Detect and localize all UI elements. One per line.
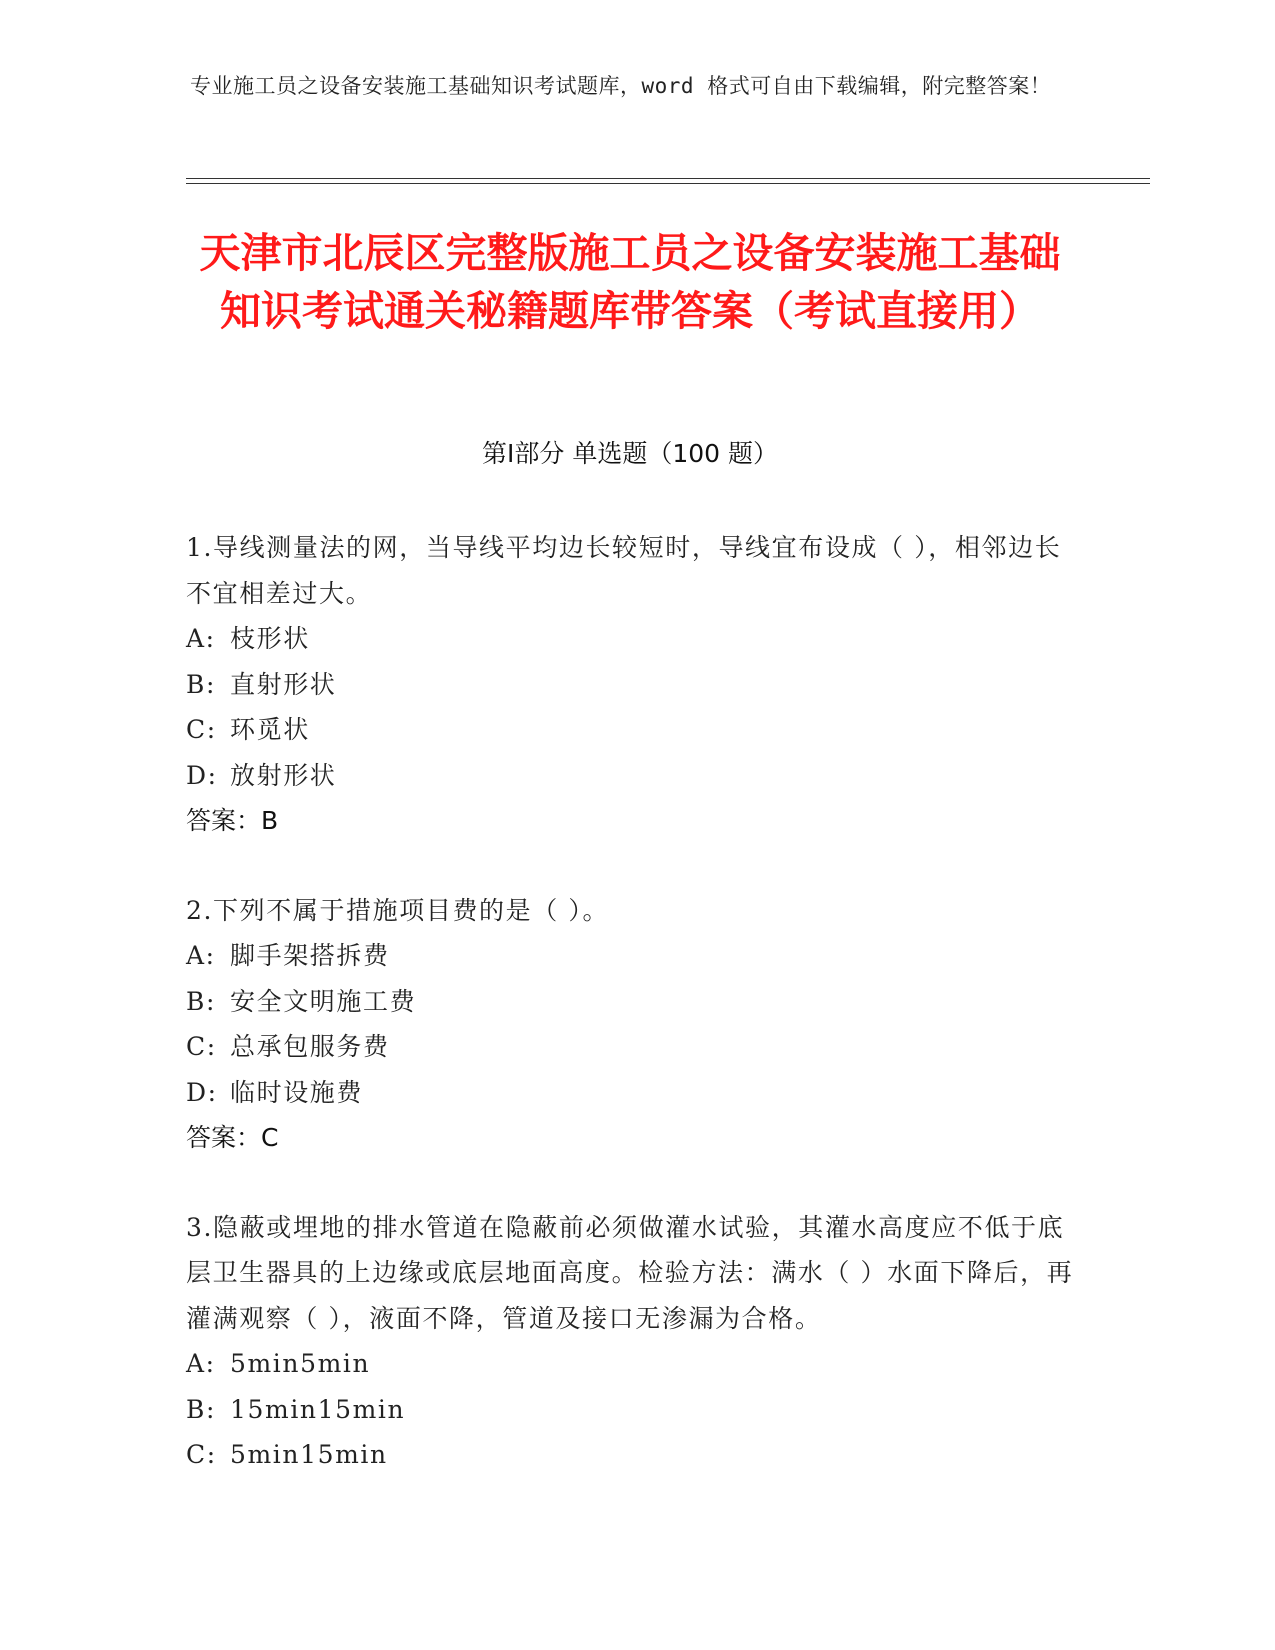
option-letter: D: <box>186 1077 218 1107</box>
question-list <box>186 525 1086 1522</box>
option-b <box>186 1387 1086 1433</box>
option-text: 总承包服务费 <box>230 1032 390 1061</box>
option-letter: A: <box>186 941 216 970</box>
answer-line: 答案：C <box>186 1123 279 1152</box>
header-note: 专业施工员之设备安装施工基础知识考试题库，word 格式可自由下载编辑，附完整答案！ <box>190 74 1052 98</box>
option-text: 放射形状 <box>230 760 337 790</box>
option-text: 15min15min <box>230 1394 406 1424</box>
section-title: 第Ⅰ部分 单选题（100 题） <box>482 439 778 468</box>
option-c <box>186 1024 1086 1070</box>
question-1 <box>186 525 1086 844</box>
option-letter: D: <box>186 760 218 790</box>
option-text: 枝形状 <box>230 624 310 653</box>
option-c <box>186 1432 1086 1478</box>
option-c <box>186 707 1086 753</box>
option-text: 安全文明施工费 <box>230 986 417 1016</box>
option-d <box>186 1070 1086 1116</box>
option-b <box>186 662 1086 708</box>
option-text: 脚手架搭拆费 <box>230 941 390 970</box>
question-text: 3.隐蔽或埋地的排水管道在隐蔽前必须做灌水试验，其灌水高度应不低于底层卫生器具的上边缘或底层地面高度。检验方法：满水（ ）水面下降后，再灌满观察（ ），液面不降，管道及接口无渗漏为合格。 <box>186 1212 1074 1333</box>
header-divider-bottom <box>186 183 1150 184</box>
option-a <box>186 616 1086 662</box>
option-a <box>186 933 1086 979</box>
question-text: 2.下列不属于措施项目费的是（ ）。 <box>186 895 610 925</box>
option-text: 环觅状 <box>230 715 310 744</box>
header-divider-top <box>186 178 1150 179</box>
document-title: 天津市北辰区完整版施工员之设备安装施工基础知识考试通关秘籍题库带答案（考试直接用） <box>199 229 1061 335</box>
option-text: 临时设施费 <box>230 1077 364 1107</box>
option-letter: B: <box>186 1394 216 1424</box>
option-text: 直射形状 <box>230 669 337 699</box>
answer-line: 答案：B <box>186 806 279 835</box>
option-letter: A: <box>186 624 216 653</box>
option-a <box>186 1341 1086 1387</box>
question-2 <box>186 888 1086 1161</box>
option-letter: C: <box>186 1032 217 1061</box>
option-letter: C: <box>186 715 217 744</box>
question-3 <box>186 1205 1086 1478</box>
option-d <box>186 753 1086 799</box>
option-text: 5min5min <box>230 1349 371 1378</box>
option-letter: B: <box>186 986 216 1016</box>
option-letter: B: <box>186 669 216 699</box>
option-text: 5min15min <box>230 1440 388 1469</box>
question-text: 1.导线测量法的网，当导线平均边长较短时，导线宜布设成（ ），相邻边长不宜相差过大。 <box>186 533 1062 608</box>
option-b <box>186 979 1086 1025</box>
option-letter: A: <box>186 1349 216 1378</box>
option-letter: C: <box>186 1440 217 1469</box>
